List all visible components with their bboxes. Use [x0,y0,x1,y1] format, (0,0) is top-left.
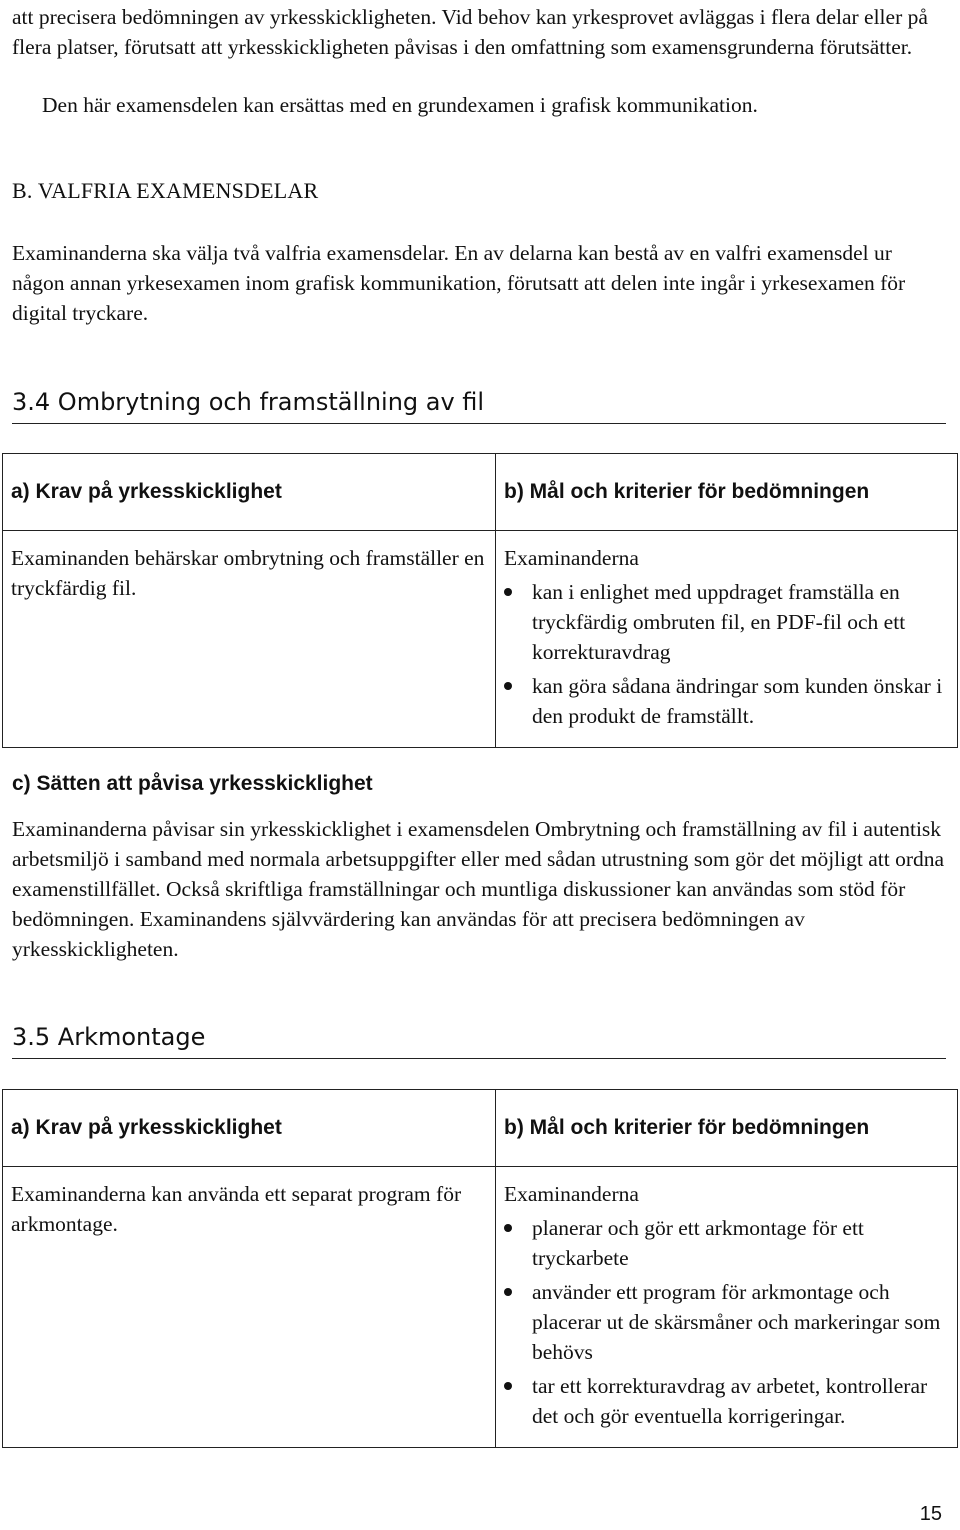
criteria-cell [496,531,958,748]
list-item: planerar och gör ett arkmontage för ett tryckarbete [504,1213,949,1273]
list-item: kan göra sådana ändringar som kunden önskar i den produkt de framställt. [504,671,949,731]
criteria-list [504,1213,949,1431]
bullet-icon [504,1382,512,1390]
table-header-requirements: a) Krav på yrkesskicklighet [3,454,496,531]
requirement-cell [3,531,496,748]
section-c-heading: c) Sätten att påvisa yrkesskicklighet [12,772,373,795]
list-item: kan i enlighet med uppdraget framställa en tryckfärdig ombruten fil, en PDF-fil och ett korrekturavdrag [504,577,949,667]
bullet-icon [504,1288,512,1296]
section-c-text: Examinanderna påvisar sin yrkesskicklighet i examensdelen Ombrytning och framställning av fil i autentisk arbetsmiljö i samband med normala arbetsuppgifter eller med sådan utrustning som gör det möjligt att ordna examenstillfället. Också skriftliga framställningar och muntliga diskussioner kan användas som stöd för bedömningen. Examinandens självvärdering kan användas för att precisera bedömningen av yrkesskickligheten. [12,817,945,961]
list-item: tar ett korrekturavdrag av arbetet, kontrollerar det och gör eventuella korrigeringar. [504,1371,949,1431]
table-header-criteria: b) Mål och kriterier för bedömningen [496,1090,958,1167]
section-3-5-table [2,1089,958,1448]
criteria-lead: Examinanderna [504,546,639,570]
section-3-4-heading: 3.4 Ombrytning och framställning av fil [12,385,946,424]
criteria-cell [496,1167,958,1448]
section-3-4-table [2,453,958,748]
bullet-icon [504,1224,512,1232]
section-b-text: Examinanderna ska välja två valfria examensdelar. En av delarna kan bestå av en valfri examensdel ur någon annan yrkesexamen inom grafisk kommunikation, förutsatt att delen inte ingår i yrkesexamen för digital tryckare. [12,241,906,325]
section-3-5-heading: 3.5 Arkmontage [12,1020,946,1059]
page-number: 15 [919,1503,942,1525]
replacement-note: Den här examensdelen kan ersättas med en grundexamen i grafisk kommunikation. [42,93,758,117]
criteria-list [504,577,949,731]
table-header-criteria: b) Mål och kriterier för bedömningen [496,454,958,531]
requirement-text: Examinanden behärskar ombrytning och framställer en tryckfärdig fil. [11,546,485,600]
requirement-text: Examinanderna kan använda ett separat program för arkmontage. [11,1182,462,1236]
list-item: använder ett program för arkmontage och placerar ut de skärsmåner och markeringar som behövs [504,1277,949,1367]
section-b-heading: B. VALFRIA EXAMENSDELAR [12,178,319,203]
bullet-icon [504,682,512,690]
criteria-lead: Examinanderna [504,1182,639,1206]
bullet-icon [504,588,512,596]
table-header-requirements: a) Krav på yrkesskicklighet [3,1090,496,1167]
intro-continuation: att precisera bedömningen av yrkesskickligheten. Vid behov kan yrkesprovet avläggas i flera delar eller på flera platser, förutsatt att yrkesskickligheten påvisas i den omfattning som examensgrunderna förutsätter. [12,5,928,59]
requirement-cell [3,1167,496,1448]
